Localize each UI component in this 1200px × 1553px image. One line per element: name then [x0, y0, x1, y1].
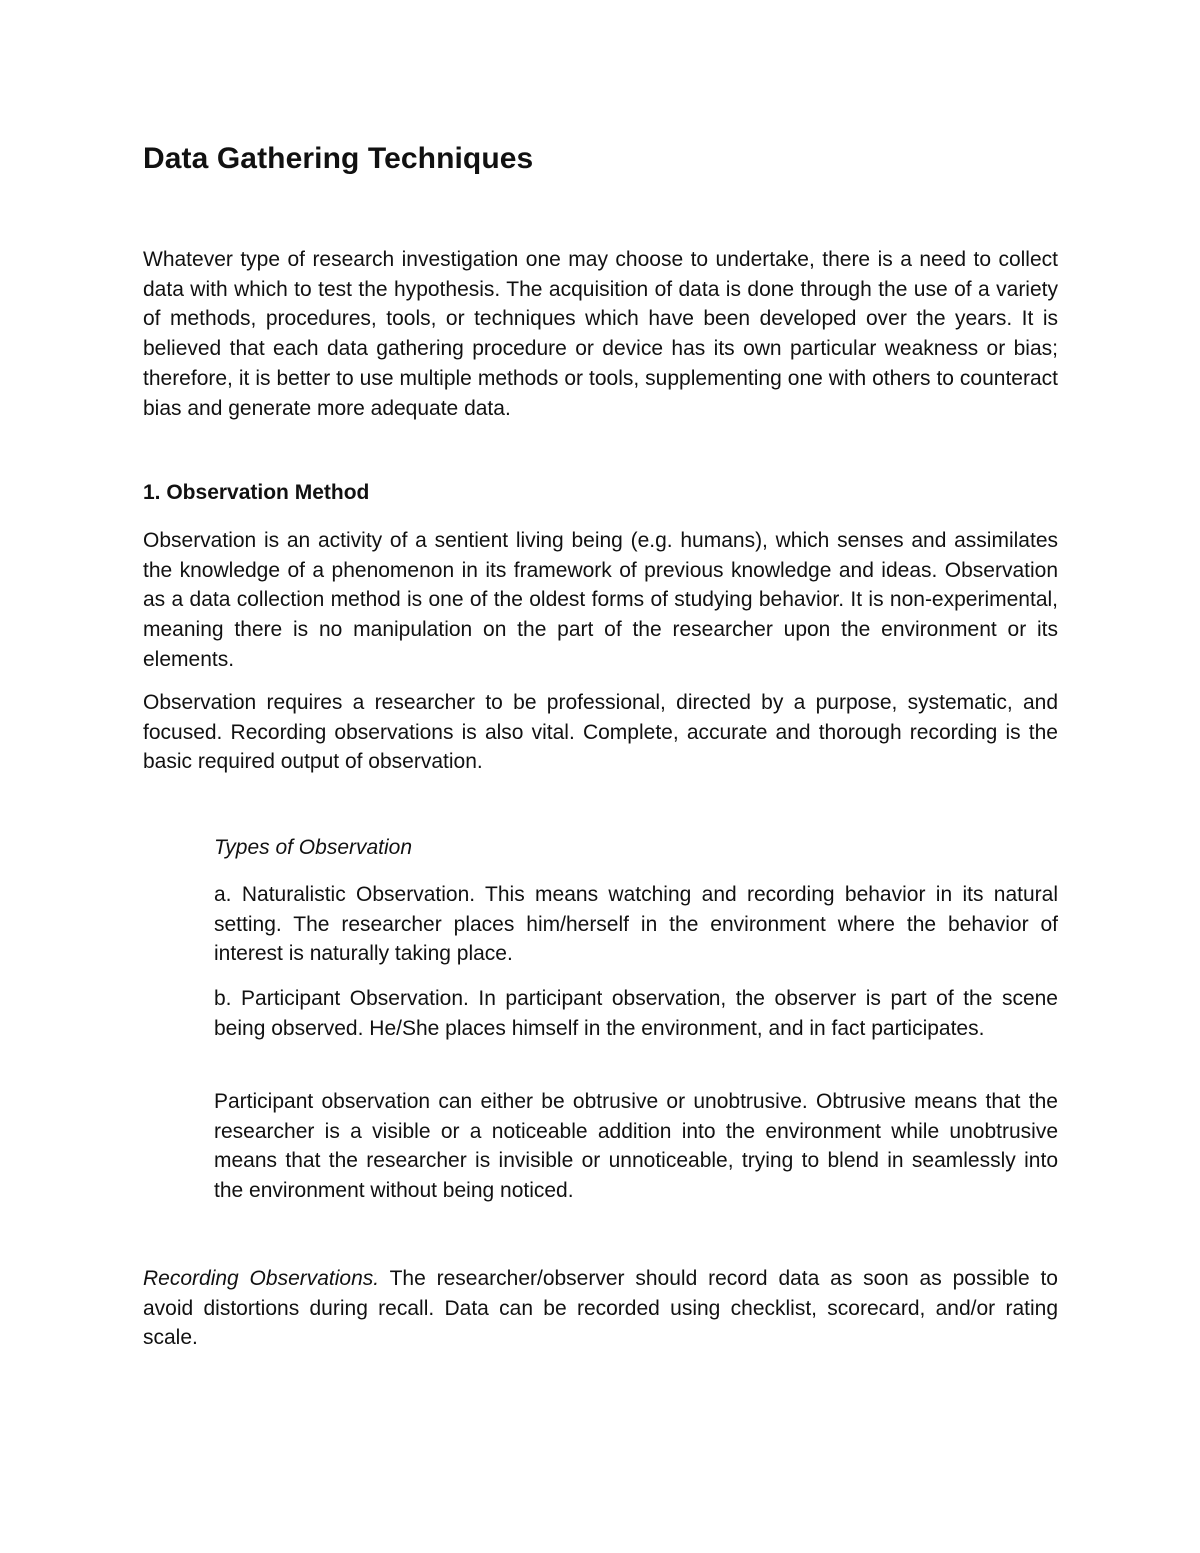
recording-observations-label: Recording Observations.: [143, 1267, 380, 1290]
section-heading-observation-method: 1. Observation Method: [143, 481, 370, 504]
page-title: Data Gathering Techniques: [143, 142, 534, 175]
observation-requirements-paragraph: Observation requires a researcher to be professional, directed by a purpose, systematic, and focused. Recording observations is also vital. Complete, accurate and thorough recording is the basic required output of observation.: [143, 691, 1058, 774]
recording-observations-paragraph: [143, 1264, 1058, 1353]
types-of-observation-heading: Types of Observation: [214, 836, 413, 859]
participant-observation-note: Participant observation can either be obtrusive or unobtrusive. Obtrusive means that the researcher is a visible or a noticeable addition into the environment while unobtrusive means that the researcher is invisible or unnoticeable, trying to blend in seamlessly into the environment without being noticed.: [214, 1090, 1058, 1203]
intro-paragraph: Whatever type of research investigation one may choose to undertake, there is a need to collect data with which to test the hypothesis. The acquisition of data is done through the use of a variety of methods, procedures, tools, or techniques which have been developed over the years. It is believed that each data gathering procedure or device has its own particular weakness or bias; therefore, it is better to use multiple methods or tools, supplementing one with others to counteract bias and generate more adequate data.: [143, 248, 1058, 420]
observation-definition-paragraph: Observation is an activity of a sentient living being (e.g. humans), which senses and assimilates the knowledge of a phenomenon in its framework of previous knowledge and ideas. Observation as a data collection method is one of the oldest forms of studying behavior. It is non-experimental, meaning there is no manipulation on the part of the researcher upon the environment or its elements.: [143, 529, 1058, 671]
participant-observation-item: b. Participant Observation. In participant observation, the observer is part of the scene being observed. He/She places himself in the environment, and in fact participates.: [214, 987, 1058, 1040]
naturalistic-observation-item: a. Naturalistic Observation. This means watching and recording behavior in its natural setting. The researcher places him/herself in the environment where the behavior of interest is naturally taking place.: [214, 883, 1058, 966]
recording-observations-text: The researcher/observer should record data as soon as possible to avoid distortions during recall. Data can be recorded using checklist, scorecard, and/or rating scale.: [143, 1267, 1058, 1350]
